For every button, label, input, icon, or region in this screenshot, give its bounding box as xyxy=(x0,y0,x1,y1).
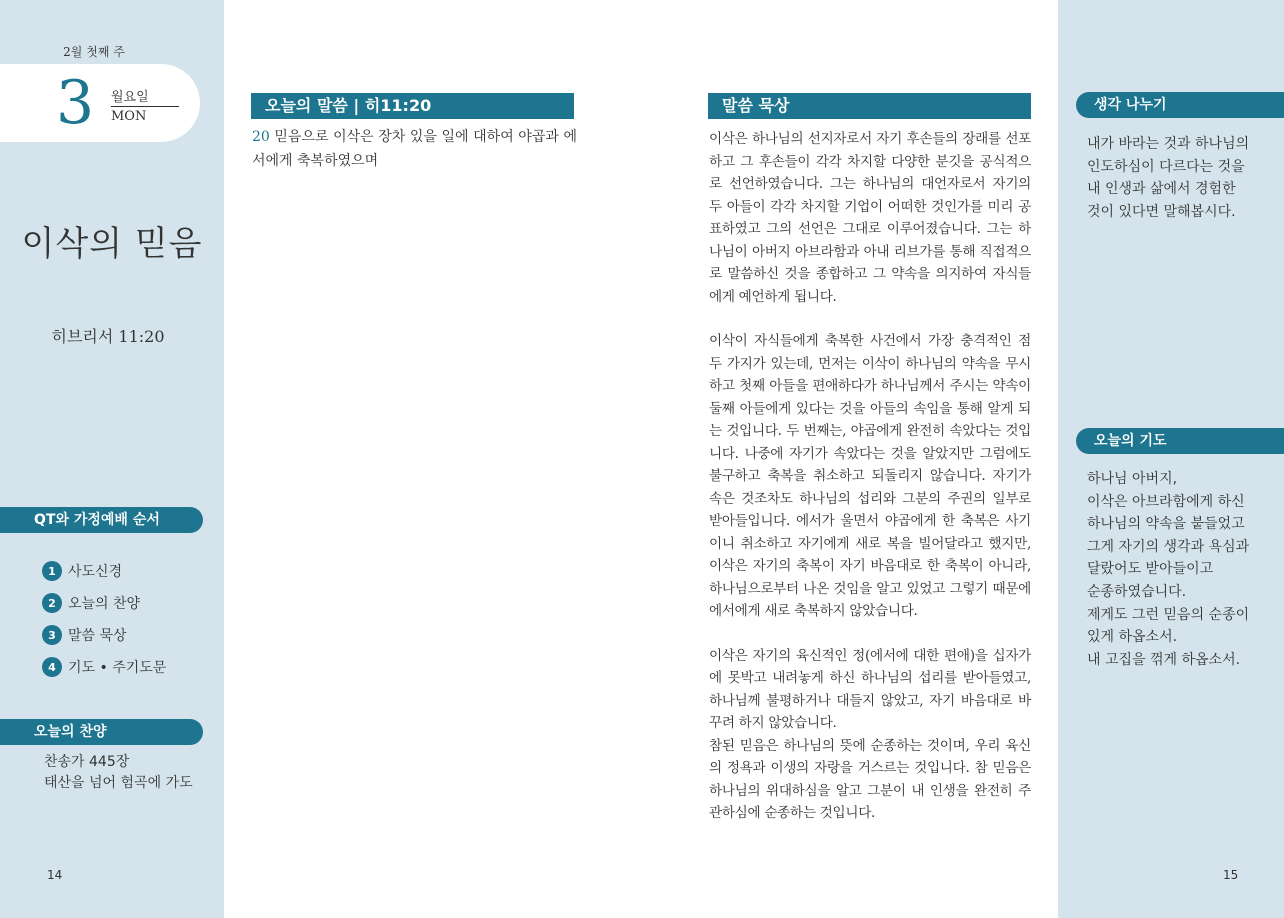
sharing-line: 인도하심이 다르다는 것을 xyxy=(1087,158,1245,175)
prayer-heading: 오늘의 기도 xyxy=(1076,428,1284,454)
sharing-text xyxy=(1087,133,1272,223)
left-sidebar xyxy=(0,0,224,918)
meditation-paragraph: 이삭은 자기의 육신적인 정(에서에 대한 편애)을 십자가에 못박고 내려놓게 하신 하나님의 섭리를 받아들였고, 하나님께 불평하거나 대들지 않았고, 자기 바음대로 바꾸려 하지 않았습니다. xyxy=(709,647,1031,731)
number-badge: 1 xyxy=(42,561,62,581)
list-item xyxy=(42,651,166,683)
prayer-line: 하나님 아버지, xyxy=(1087,471,1178,487)
date-box xyxy=(0,64,200,142)
page-title: 이삭의 믿음 xyxy=(21,224,203,264)
prayer-line: 순종하였습니다. xyxy=(1087,583,1187,600)
prayer-line: 달랐어도 받아들이고 xyxy=(1087,561,1214,578)
week-label: 2월 첫째 주 xyxy=(63,45,125,59)
number-badge: 3 xyxy=(42,625,62,645)
prayer-line: 있게 하옵소서. xyxy=(1087,629,1178,646)
verse-number: 20 xyxy=(252,129,270,145)
list-item xyxy=(42,555,166,587)
meditation-heading: 말씀 묵상 xyxy=(708,93,1031,119)
day-of-week-en: MON xyxy=(111,109,147,124)
hymn-title: 태산을 넘어 험곡에 가도 xyxy=(44,775,193,791)
hymn-number: 찬송가 445장 xyxy=(44,754,130,770)
prayer-text xyxy=(1087,468,1272,671)
order-item-label: 기도 • 주기도문 xyxy=(68,660,167,676)
meditation-paragraph: 이삭이 자식들에게 축복한 사건에서 가장 충격적인 점 두 가지가 있는데, 먼저는 이삭이 하나님의 약속을 무시하고 첫째 아들을 편애하다가 하나님께서 주시는 약속이 둘째 아들에게 있다는 것을 아들의 속임을 통해 알게 되는 것입니다. 두 번째는, 야곱에게 완전히 속았다는 것입니다. 나중에 자기가 속았다는 것을 알았지만 그럼에도 불구하고 축복을 취소하고 되돌리지 않습니다. 자기가 속은 것조차도 하나님의 섭리와 그분의 주권의 일부로 받아들입니다. 에서가 울면서 야곱에게 한 축복은 사기이니 취소하고 자기에게 새로 복을 빌어달라고 했지만, 이삭은 자기의 축복이 자기 바음대로 한 축복이 아니라, 하나님으로부터 나온 것임을 알고 있었고 그렇기 때문에 에서에게 새로 축복하지 않았습니다. xyxy=(709,333,1031,619)
sharing-heading: 생각 나누기 xyxy=(1076,92,1284,118)
meditation-body xyxy=(709,128,1031,825)
page-number-right: 15 xyxy=(1223,868,1239,882)
number-badge: 2 xyxy=(42,593,62,613)
day-of-week-kr: 월요일 xyxy=(111,90,149,105)
order-heading: QT와 가정예배 순서 xyxy=(0,507,203,533)
sharing-line: 내가 바라는 것과 하나님의 xyxy=(1087,136,1250,152)
sharing-line: 내 인생과 삶에서 경험한 xyxy=(1087,181,1236,197)
meditation-paragraph: 참된 믿음은 하나님의 뜻에 순종하는 것이며, 우리 육신의 정욕과 이생의 자랑을 거스르는 것입니다. 참 믿음은 하나님의 위대하심을 알고 그분이 내 인생을 완전히 주관하심에 순종하는 것입니다. xyxy=(709,737,1031,821)
scripture-reference: 히브리서 11:20 xyxy=(51,327,165,346)
page-number-left: 14 xyxy=(47,868,63,882)
order-item-label: 말씀 묵상 xyxy=(68,628,127,644)
verse-text xyxy=(252,125,577,173)
order-item-label: 사도신경 xyxy=(68,564,123,580)
hymn-info xyxy=(44,752,193,794)
list-item xyxy=(42,587,166,619)
list-item xyxy=(42,619,166,651)
verse-body: 믿음으로 이삭은 장차 있을 일에 대하여 야곱과 에서에게 축복하였으며 xyxy=(252,129,577,169)
hymn-heading: 오늘의 찬양 xyxy=(0,719,203,745)
day-number: 3 xyxy=(56,68,95,138)
sharing-line: 것이 있다면 말해봅시다. xyxy=(1087,203,1236,220)
prayer-line: 제게도 그런 믿음의 순종이 xyxy=(1087,606,1250,623)
prayer-line: 하나님의 약속을 붙들었고 xyxy=(1087,516,1245,533)
order-list xyxy=(42,555,166,683)
prayer-line: 그게 자기의 생각과 욕심과 xyxy=(1087,538,1250,555)
todays-word-heading: 오늘의 말씀 | 히11:20 xyxy=(251,93,574,119)
date-divider xyxy=(111,106,179,107)
meditation-paragraph: 이삭은 하나님의 선지자로서 자기 후손들의 장래를 선포하고 그 후손들이 각각 차지할 다양한 분깃을 공식적으로 선언하였습니다. 그는 하나님의 대언자로서 자기의 두 아들이 각각 차지할 기업이 어떠한 것인가를 미리 공표하였고 그의 선언은 그대로 이루어졌습니다. 그는 하나님이 아버지 아브라함과 아내 리브가를 통해 직접적으로 말씀하신 것을 종합하고 그 약속을 의지하여 자식들에게 예언하게 됩니다. xyxy=(709,131,1031,305)
prayer-line: 이삭은 아브라함에게 하신 xyxy=(1087,493,1245,510)
number-badge: 4 xyxy=(42,657,62,677)
prayer-line: 내 고집을 꺾게 하옵소서. xyxy=(1087,651,1241,668)
order-item-label: 오늘의 찬양 xyxy=(68,596,141,612)
